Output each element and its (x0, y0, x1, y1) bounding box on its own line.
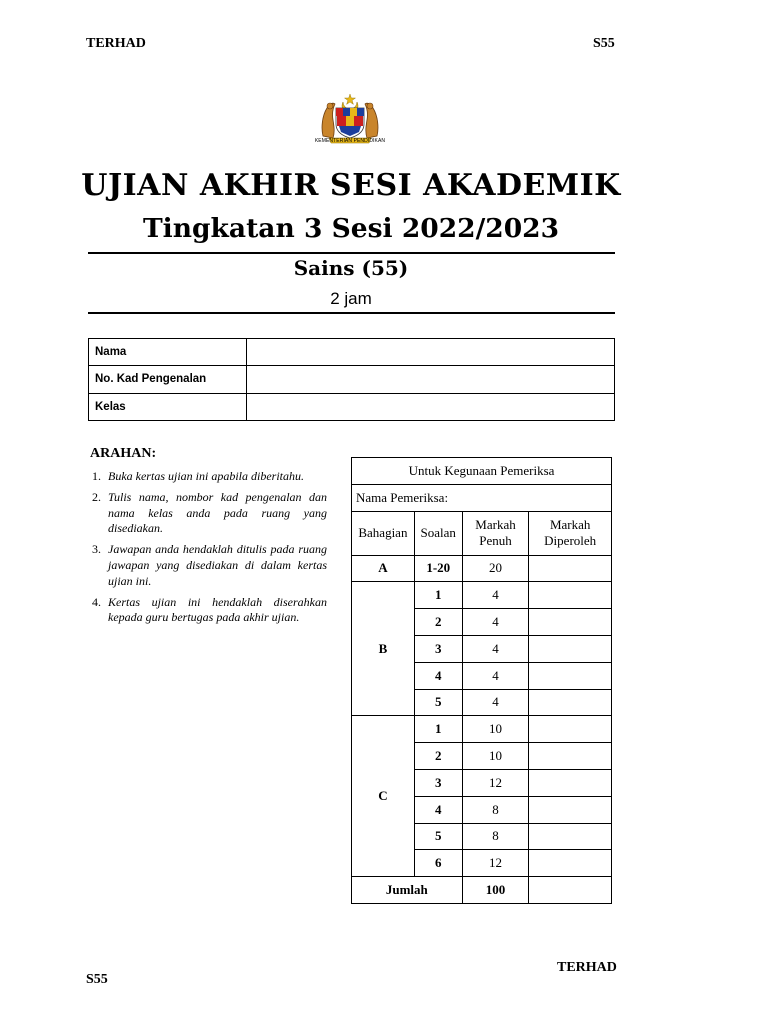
marks-obtained-cell[interactable] (529, 769, 612, 796)
header-paper-code: S55 (593, 36, 615, 51)
marks-obtained-cell[interactable] (529, 796, 612, 823)
student-info-table (88, 338, 615, 421)
divider-top (88, 252, 615, 254)
header-classification: TERHAD (86, 36, 146, 51)
question-number: 1-20 (414, 555, 462, 582)
instruction-item (92, 490, 327, 537)
class-field[interactable] (247, 393, 615, 420)
total-row (352, 877, 612, 904)
info-label: Kelas (89, 393, 247, 420)
footer-paper-code: S55 (86, 972, 108, 987)
question-number: 4 (414, 662, 462, 689)
column-header-marks-obtained: Markah Diperoleh (529, 511, 612, 555)
total-full-marks: 100 (462, 877, 529, 904)
instruction-text: Tulis nama, nombor kad pengenalan dan nama kelas anda pada ruang yang disediakan. (108, 489, 327, 536)
divider-bottom (88, 312, 615, 314)
marks-obtained-cell[interactable] (529, 850, 612, 877)
info-label: Nama (89, 339, 247, 366)
full-marks: 4 (462, 582, 529, 609)
full-marks: 4 (462, 662, 529, 689)
table-row (352, 555, 612, 582)
question-number: 5 (414, 823, 462, 850)
instruction-item (92, 595, 327, 627)
full-marks: 20 (462, 555, 529, 582)
full-marks: 8 (462, 823, 529, 850)
instruction-item (92, 542, 327, 589)
examiner-marks-table (351, 457, 612, 904)
instruction-text: Kertas ujian ini hendaklah diserahkan kepada guru bertugas pada akhir ujian. (108, 594, 327, 625)
full-marks: 4 (462, 689, 529, 716)
total-label: Jumlah (352, 877, 463, 904)
section-label-a: A (352, 555, 415, 582)
question-number: 2 (414, 743, 462, 770)
instruction-text: Buka kertas ujian ini apabila diberitahu. (108, 469, 304, 483)
column-header-section: Bahagian (352, 511, 415, 555)
instruction-number: 3. (92, 542, 101, 557)
full-marks: 12 (462, 769, 529, 796)
instruction-text: Jawapan anda hendaklah ditulis pada ruang jawapan yang disediakan di dalam kertas ujian ini. (108, 542, 327, 588)
footer-classification: TERHAD (557, 960, 617, 975)
question-number: 1 (414, 582, 462, 609)
question-number: 4 (414, 796, 462, 823)
info-row-ic (89, 366, 615, 393)
examiner-table-title: Untuk Kegunaan Pemeriksa (352, 458, 612, 485)
instruction-number: 1. (92, 469, 101, 483)
full-marks: 4 (462, 635, 529, 662)
full-marks: 10 (462, 743, 529, 770)
info-row-class (89, 393, 615, 420)
marks-obtained-cell[interactable] (529, 689, 612, 716)
name-field[interactable] (247, 339, 615, 366)
question-number: 5 (414, 689, 462, 716)
section-label-c: C (352, 716, 415, 877)
question-number: 2 (414, 609, 462, 636)
info-row-name (89, 339, 615, 366)
instruction-number: 4. (92, 594, 101, 609)
marks-obtained-cell[interactable] (529, 743, 612, 770)
subject-title: Sains (55) (293, 256, 409, 280)
question-number: 3 (414, 635, 462, 662)
full-marks: 4 (462, 609, 529, 636)
marks-obtained-cell[interactable] (529, 823, 612, 850)
table-row (352, 582, 612, 609)
marks-obtained-cell[interactable] (529, 716, 612, 743)
ic-number-field[interactable] (247, 366, 615, 393)
exam-subtitle: Tingkatan 3 Sesi 2022/2023 (142, 213, 560, 244)
full-marks: 10 (462, 716, 529, 743)
instruction-item (92, 469, 327, 485)
marks-obtained-cell[interactable] (529, 662, 612, 689)
total-marks-obtained-cell[interactable] (529, 877, 612, 904)
section-label-b: B (352, 582, 415, 716)
info-label: No. Kad Pengenalan (89, 366, 247, 393)
instruction-number: 2. (92, 489, 101, 504)
examiner-name-field[interactable]: Nama Pemeriksa: (352, 484, 612, 511)
marks-obtained-cell[interactable] (529, 609, 612, 636)
table-row (352, 716, 612, 743)
question-number: 6 (414, 850, 462, 877)
question-number: 3 (414, 769, 462, 796)
full-marks: 12 (462, 850, 529, 877)
column-header-question: Soalan (414, 511, 462, 555)
question-number: 1 (414, 716, 462, 743)
instructions-list (92, 469, 327, 631)
full-marks: 8 (462, 796, 529, 823)
ministry-caption: KEMENTERIAN PENDIDIKAN (314, 138, 386, 144)
marks-obtained-cell[interactable] (529, 582, 612, 609)
column-header-full-marks: Markah Penuh (462, 511, 529, 555)
marks-obtained-cell[interactable] (529, 555, 612, 582)
exam-title: UJIAN AKHIR SESI AKADEMIK (81, 168, 621, 203)
exam-duration: 2 jam (330, 289, 372, 308)
instructions-title: ARAHAN: (90, 446, 157, 461)
marks-obtained-cell[interactable] (529, 635, 612, 662)
